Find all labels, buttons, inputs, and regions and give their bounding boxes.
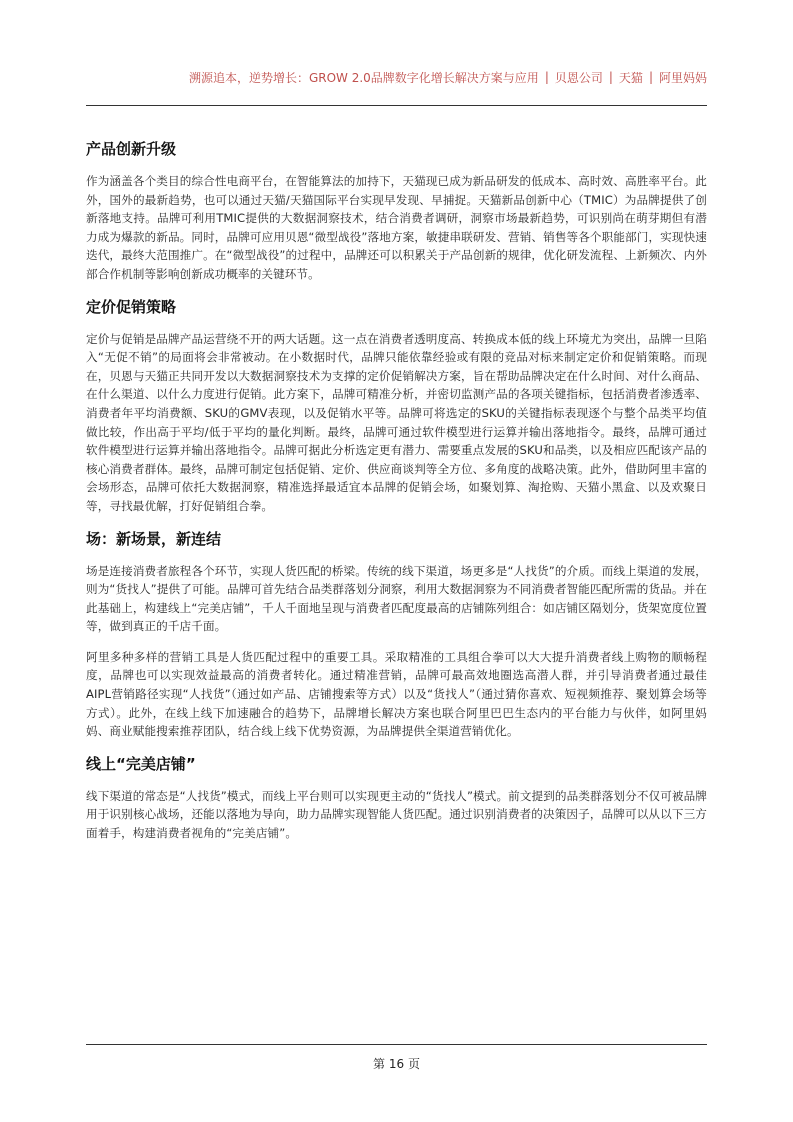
header-separator: | — [544, 70, 549, 84]
section-heading: 产品创新升级 — [86, 140, 177, 158]
section-perfect-store — [86, 753, 707, 843]
section-new-scenes — [86, 528, 707, 741]
header-separator: | — [608, 70, 613, 84]
section-paragraph: 场是连接消费者旅程各个环节，实现人货匹配的桥梁。传统的线下渠道，场更多是“人找货”的介质。而线上渠道的发展，则为“货找人”提供了可能。品牌可首先结合品类群落划分洞察，利用大数据洞察为不同消费者智能匹配所需的货品。并在此基础上，构建线上“完美店铺”，千人千面地呈现与消费者匹配度最高的店铺陈列组合：如店铺区隔划分，货架宽度位置等，做到真正的千店千面。 — [86, 563, 707, 634]
header-org-tmall: 天猫 — [618, 70, 643, 85]
section-heading: 场：新场景，新连结 — [86, 529, 222, 548]
header-org-alimama: 阿里妈妈 — [658, 70, 707, 85]
section-paragraph: 定价与促销是品牌产品运营绕不开的两大话题。这一点在消费者透明度高、转换成本低的线上环境尤为突出，品牌一旦陷入“无促不销”的局面将会非常被动。在小数据时代，品牌只能依靠经验或有限的竞品对标来制定定价和促销策略。而现在，贝恩与天猫正共同开发以大数据洞察技术为支撑的定价促销解决方案，旨在帮助品牌决定在什么时间、对什么商品、在什么渠道、以什么力度进行促销。此方案下，品牌可精准分析，并密切监测产品的各项关键指标，包括消费者渗透率、消费者年平均消费额、SKU的GMV表现，以及促销水平等。品牌可将选定的SKU的关键指标表现逐个与整个品类平均值做比较，作出高于平均/低于平均的量化判断。最终，品牌可通过软件模型进行运算并输出落地指令。最终，品牌可通过软件模型进行运算并输出落地指令。品牌可据此分析选定更有潜力、需要重点发展的SKU和品类，以及相应匹配该产品的核心消费者群体。最终，品牌可制定包括促销、定价、供应商谈判等全方位、多角度的战略决策。此外，借助阿里丰富的会场形态，品牌可依托大数据洞察，精准选择最适宜本品牌的促销会场，如聚划算、淘抢购、天猫小黑盒、以及欢聚日等，寻找最优解，打好促销组合拳。 — [86, 331, 707, 513]
section-product-innovation — [86, 138, 707, 284]
section-heading: 定价促销策略 — [86, 297, 177, 316]
section-heading: 线上“完美店铺” — [86, 754, 196, 773]
header-org-bain: 贝恩公司 — [554, 70, 603, 85]
header-title: 溯源追本，逆势增长：GROW 2.0品牌数字化增长解决方案与应用 — [188, 70, 539, 85]
section-paragraph: 阿里多种多样的营销工具是人货匹配过程中的重要工具。采取精准的工具组合拳可以大大提升消费者线上购物的顺畅程度，品牌也可以实现效益最高的消费者转化。通过精准营销，品牌可最高效地圈选高潜人群，并引导消费者通过最佳AIPL营销路径实现“人找货”（通过如产品、店铺搜索等方式）以及“货找人”（通过猜你喜欢、短视频推荐、聚划算会场等方式）。此外，在线上线下加速融合的趋势下，品牌增长解决方案也联合阿里巴巴生态内的平台能力与伙伴，如阿里妈妈、商业赋能搜索推荐团队，结合线上线下优势资源，为品牌提供全渠道营销优化。 — [86, 649, 707, 739]
page-header — [86, 64, 707, 90]
section-paragraph: 线下渠道的常态是“人找货”模式，而线上平台则可以实现更主动的“货找人”模式。前文提到的品类群落划分不仅可被品牌用于识别核心战场，还能以落地为导向，助力品牌实现智能人货匹配。通过识别消费者的决策因子，品牌可以从以下三方面着手，构建消费者视角的“完美店铺”。 — [86, 788, 707, 841]
section-paragraph: 作为涵盖各个类目的综合性电商平台，在智能算法的加持下，天猫现已成为新品研发的低成本、高时效、高胜率平台。此外，国外的最新趋势，也可以通过天猫/天猫国际平台实现早发现、早捕捉。天猫新品创新中心（TMIC）为品牌提供了创新落地支持。品牌可利用TMIC提供的大数据洞察技术，结合消费者调研，洞察市场最新趋势，可识别尚在萌芽期但有潜力成为爆款的新品。同时，品牌可应用贝恩“微型战役”落地方案，敏捷串联研发、营销、销售等各个职能部门，实现快速迭代，最终大范围推广。在“微型战役”的过程中，品牌还可以积累关于产品创新的规律，优化研发流程、上新频次、内外部合作机制等影响创新成功概率的关键环节。 — [86, 174, 707, 281]
header-separator: | — [648, 70, 653, 84]
footer-rule — [86, 1044, 707, 1045]
section-pricing-promotion — [86, 296, 707, 516]
page-content — [86, 138, 707, 855]
page-number: 第 16 页 — [373, 1057, 420, 1071]
header-rule — [86, 105, 707, 106]
